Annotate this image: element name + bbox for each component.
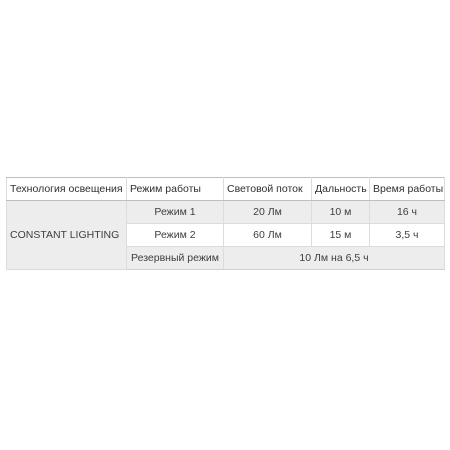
time-cell: 16 ч bbox=[370, 201, 445, 224]
header-technology: Технология освещения bbox=[7, 178, 127, 201]
spec-table bbox=[6, 177, 445, 270]
technology-cell: CONSTANT LIGHTING bbox=[7, 201, 127, 270]
header-range: Дальность bbox=[312, 178, 370, 201]
flux-cell: 60 Лм bbox=[224, 224, 312, 247]
mode-cell: Режим 2 bbox=[127, 224, 224, 247]
header-flux: Световой поток bbox=[224, 178, 312, 201]
reserve-value-cell: 10 Лм на 6,5 ч bbox=[224, 247, 445, 270]
range-cell: 10 м bbox=[312, 201, 370, 224]
header-time: Время работы bbox=[370, 178, 445, 201]
mode-cell: Режим 1 bbox=[127, 201, 224, 224]
flux-cell: 20 Лм bbox=[224, 201, 312, 224]
reserve-mode-cell: Резервный режим bbox=[127, 247, 224, 270]
table-row bbox=[7, 201, 445, 224]
range-cell: 15 м bbox=[312, 224, 370, 247]
header-mode: Режим работы bbox=[127, 178, 224, 201]
time-cell: 3,5 ч bbox=[370, 224, 445, 247]
table-header-row bbox=[7, 178, 445, 201]
